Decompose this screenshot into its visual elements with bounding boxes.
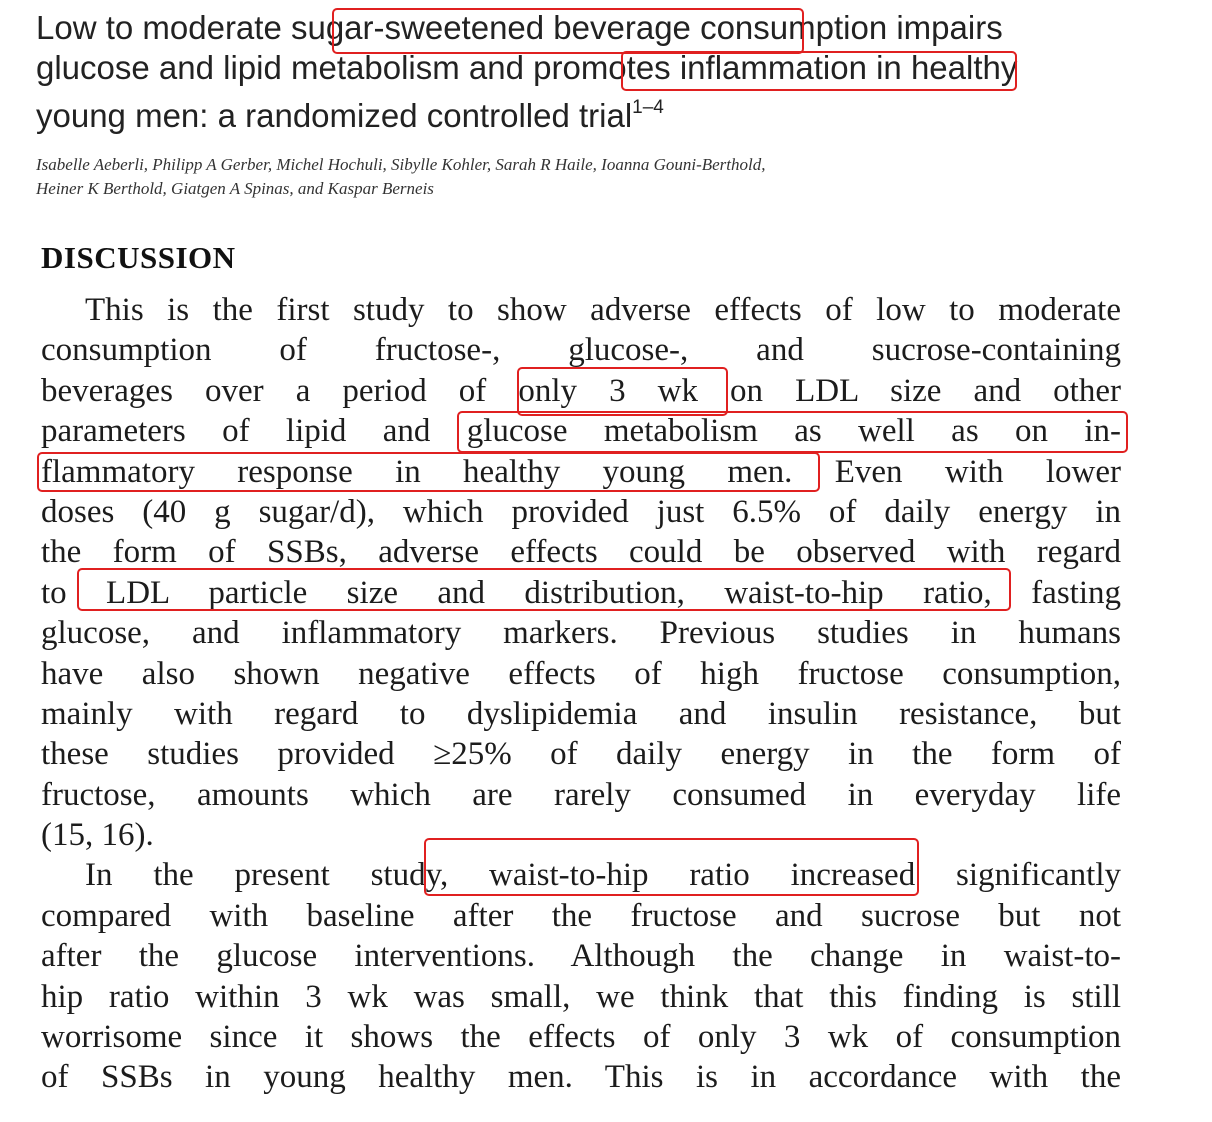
author-line: Heiner K Berthold, Giatgen A Spinas, and Kaspar Berneis	[36, 179, 434, 198]
body-line: beverages over a period of only 3 wk on LDL size and other	[41, 372, 1121, 409]
section-heading: DISCUSSION	[41, 240, 236, 275]
body-line: doses (40 g sugar/d), which provided just 6.5% of daily energy in	[41, 493, 1121, 530]
title-line	[36, 88, 1206, 136]
body-line: (15, 16).	[41, 817, 154, 854]
body-line: mainly with regard to dyslipidemia and insulin resistance, but	[41, 695, 1121, 732]
body-line: This is the first study to show adverse effects of low to moderate	[85, 292, 1121, 328]
paper-title	[36, 8, 1206, 136]
body-line: compared with baseline after the fructose and sucrose but not	[41, 897, 1121, 934]
body-line: fructose, amounts which are rarely consumed in everyday life	[41, 776, 1121, 813]
author-list	[36, 153, 1156, 201]
title-line-text: young men: a randomized controlled trial	[36, 97, 633, 134]
title-line: Low to moderate sugar-sweetened beverage consumption impairs	[36, 9, 1003, 46]
title-line: glucose and lipid metabolism and promotes inflammation in healthy	[36, 49, 1018, 86]
body-line: to LDL particle size and distribution, waist-to-hip ratio, fasting	[41, 574, 1121, 611]
body-line: after the glucose interventions. Although the change in waist-to-	[41, 938, 1121, 975]
body-line: glucose, and inflammatory markers. Previous studies in humans	[41, 615, 1121, 652]
body-line: have also shown negative effects of high fructose consumption,	[41, 655, 1121, 692]
body-line: parameters of lipid and glucose metabolism as well as on in-	[41, 413, 1121, 450]
body-line: worrisome since it shows the effects of only 3 wk of consumption	[41, 1019, 1121, 1056]
discussion-body	[41, 290, 1121, 1098]
body-line: consumption of fructose-, glucose-, and sucrose-containing	[41, 332, 1121, 369]
body-line: these studies provided ≥25% of daily energy in the form of	[41, 736, 1121, 773]
body-line: the form of SSBs, adverse effects could be observed with regard	[41, 534, 1121, 571]
body-line: In the present study, waist-to-hip ratio increased significantly	[85, 857, 1121, 894]
title-superscript: 1–4	[632, 97, 664, 118]
body-line: hip ratio within 3 wk was small, we think that this finding is still	[41, 978, 1121, 1015]
body-line: flammatory response in healthy young men. Even with lower	[41, 453, 1121, 490]
body-line: of SSBs in young healthy men. This is in accordance with the	[41, 1059, 1121, 1096]
author-line: Isabelle Aeberli, Philipp A Gerber, Michel Hochuli, Sibylle Kohler, Sarah R Haile, Ioanna Gouni-Berthold,	[36, 155, 766, 174]
